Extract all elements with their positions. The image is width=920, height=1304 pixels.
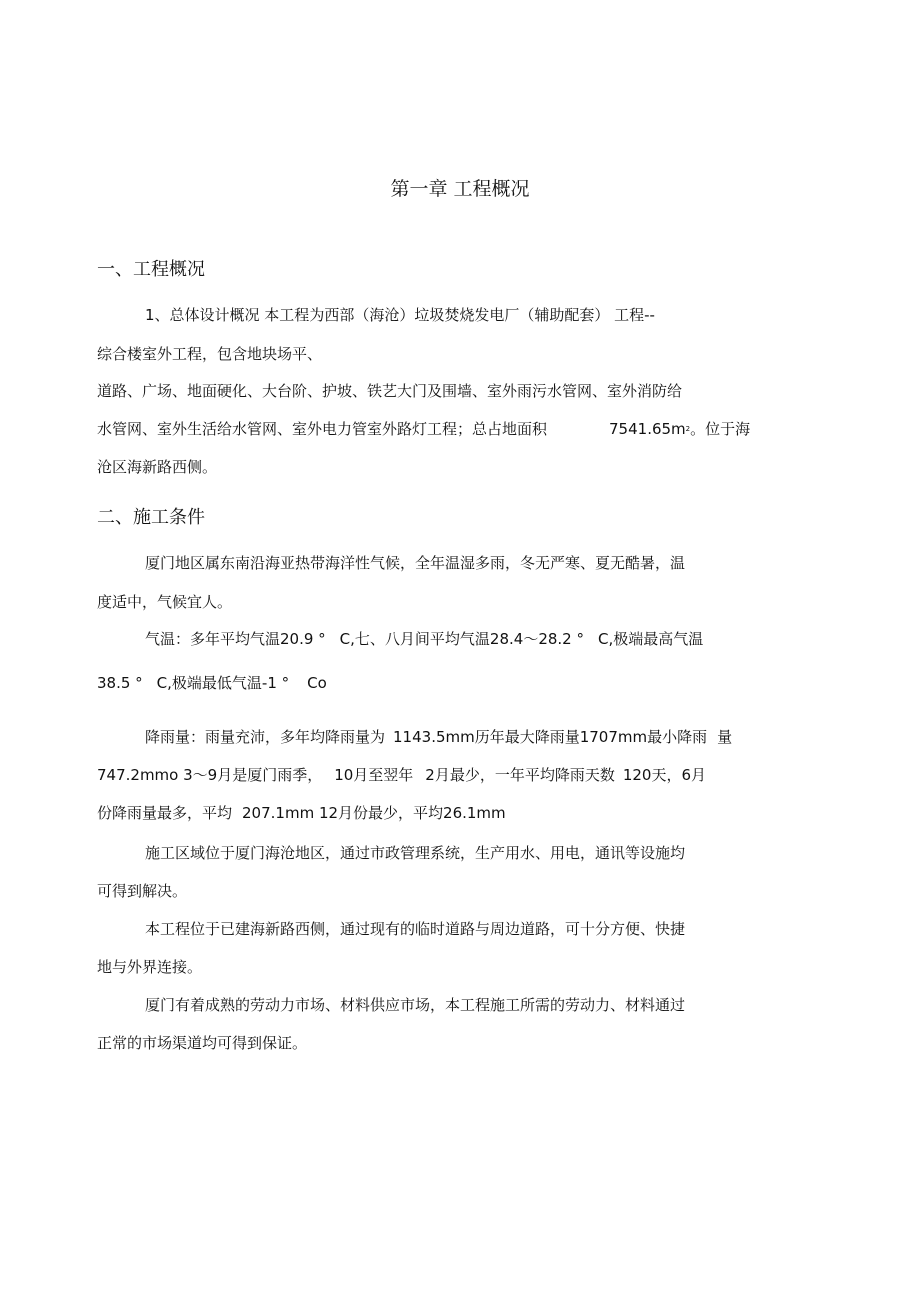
temperature-end: Co: [307, 674, 327, 692]
temperature-max-value: 38.5 °: [97, 674, 143, 692]
access-line-1: 本工程位于已建海新路西侧，通过现有的临时道路与周边道路，可十分方便、快捷: [145, 920, 686, 938]
temperature-min: C,极端最低气温-1 °: [156, 674, 290, 692]
chapter-title: 第一章 工程概况: [390, 178, 530, 200]
rainfall-quantity: 量: [717, 728, 733, 746]
rainfall-dry-start: 10月至翌年: [334, 766, 414, 784]
rainfall-stats: 1143.5mm历年最大降雨量1707mm最小降雨: [393, 728, 708, 746]
overview-line-4-tail: 。位于海: [690, 420, 751, 438]
rainfall-line-2: [97, 765, 706, 785]
temperature-line-1: [145, 629, 703, 649]
overview-line-1: 1、总体设计概况 本工程为西部（海沧）垃圾焚烧发电厂（辅助配套） 工程--: [145, 306, 655, 324]
access-line-2: 地与外界连接。: [97, 958, 203, 976]
temperature-max-label: C,极端最高气温: [597, 630, 704, 648]
rainfall-line-1: [145, 727, 732, 747]
section-heading-conditions: 二、施工条件: [97, 507, 205, 528]
rainfall-days-value: 120天，6月: [622, 766, 707, 784]
rainfall-season: 747.2mmo 3～9月是厦门雨季，: [97, 766, 323, 784]
labor-line-1: 厦门有着成熟的劳动力市场、材料供应市场，本工程施工所需的劳动力、材料通过: [145, 996, 686, 1014]
climate-line-1: 厦门地区属东南沿海亚热带海洋性气候，全年温湿多雨，冬无严寒、夏无酷暑，温: [145, 554, 686, 572]
temperature-summer: C,七、八月间平均气温28.4～28.2 °: [339, 630, 584, 648]
overview-line-3: 道路、广场、地面硬化、大台阶、护坡、铁艺大门及围墙、室外雨污水管网、室外消防给: [97, 382, 683, 400]
rainfall-peak-values: 207.1mm 12月份最少，平均26.1mm: [242, 804, 506, 822]
site-area-unit-superscript: 2: [685, 425, 691, 433]
overview-line-4-text: 水管网、室外生活给水管网、室外电力管室外路灯工程；总占地面积: [97, 420, 548, 438]
rainfall-peak-label: 份降雨量最多，平均: [97, 804, 233, 822]
utilities-line-2: 可得到解决。: [97, 882, 188, 900]
rainfall-intro: 降雨量：雨量充沛，多年均降雨量为: [145, 728, 386, 746]
climate-line-2: 度适中，气候宜人。: [97, 593, 233, 611]
overview-line-2: 综合楼室外工程，包含地块场平、: [97, 345, 323, 363]
rainfall-line-3: [97, 803, 506, 823]
labor-line-2: 正常的市场渠道均可得到保证。: [97, 1034, 308, 1052]
temperature-average: 气温：多年平均气温20.9 °: [145, 630, 326, 648]
section-heading-overview: 一、工程概况: [97, 259, 205, 280]
overview-line-5: 沧区海新路西侧。: [97, 458, 218, 476]
rainfall-days-label: 2月最少，一年平均降雨天数: [425, 766, 615, 784]
site-area-value: 7541.65m: [609, 420, 686, 438]
utilities-line-1: 施工区域位于厦门海沧地区，通过市政管理系统，生产用水、用电，通讯等设施均: [145, 844, 686, 862]
overview-line-4: [97, 419, 750, 439]
temperature-line-2: [97, 673, 327, 693]
